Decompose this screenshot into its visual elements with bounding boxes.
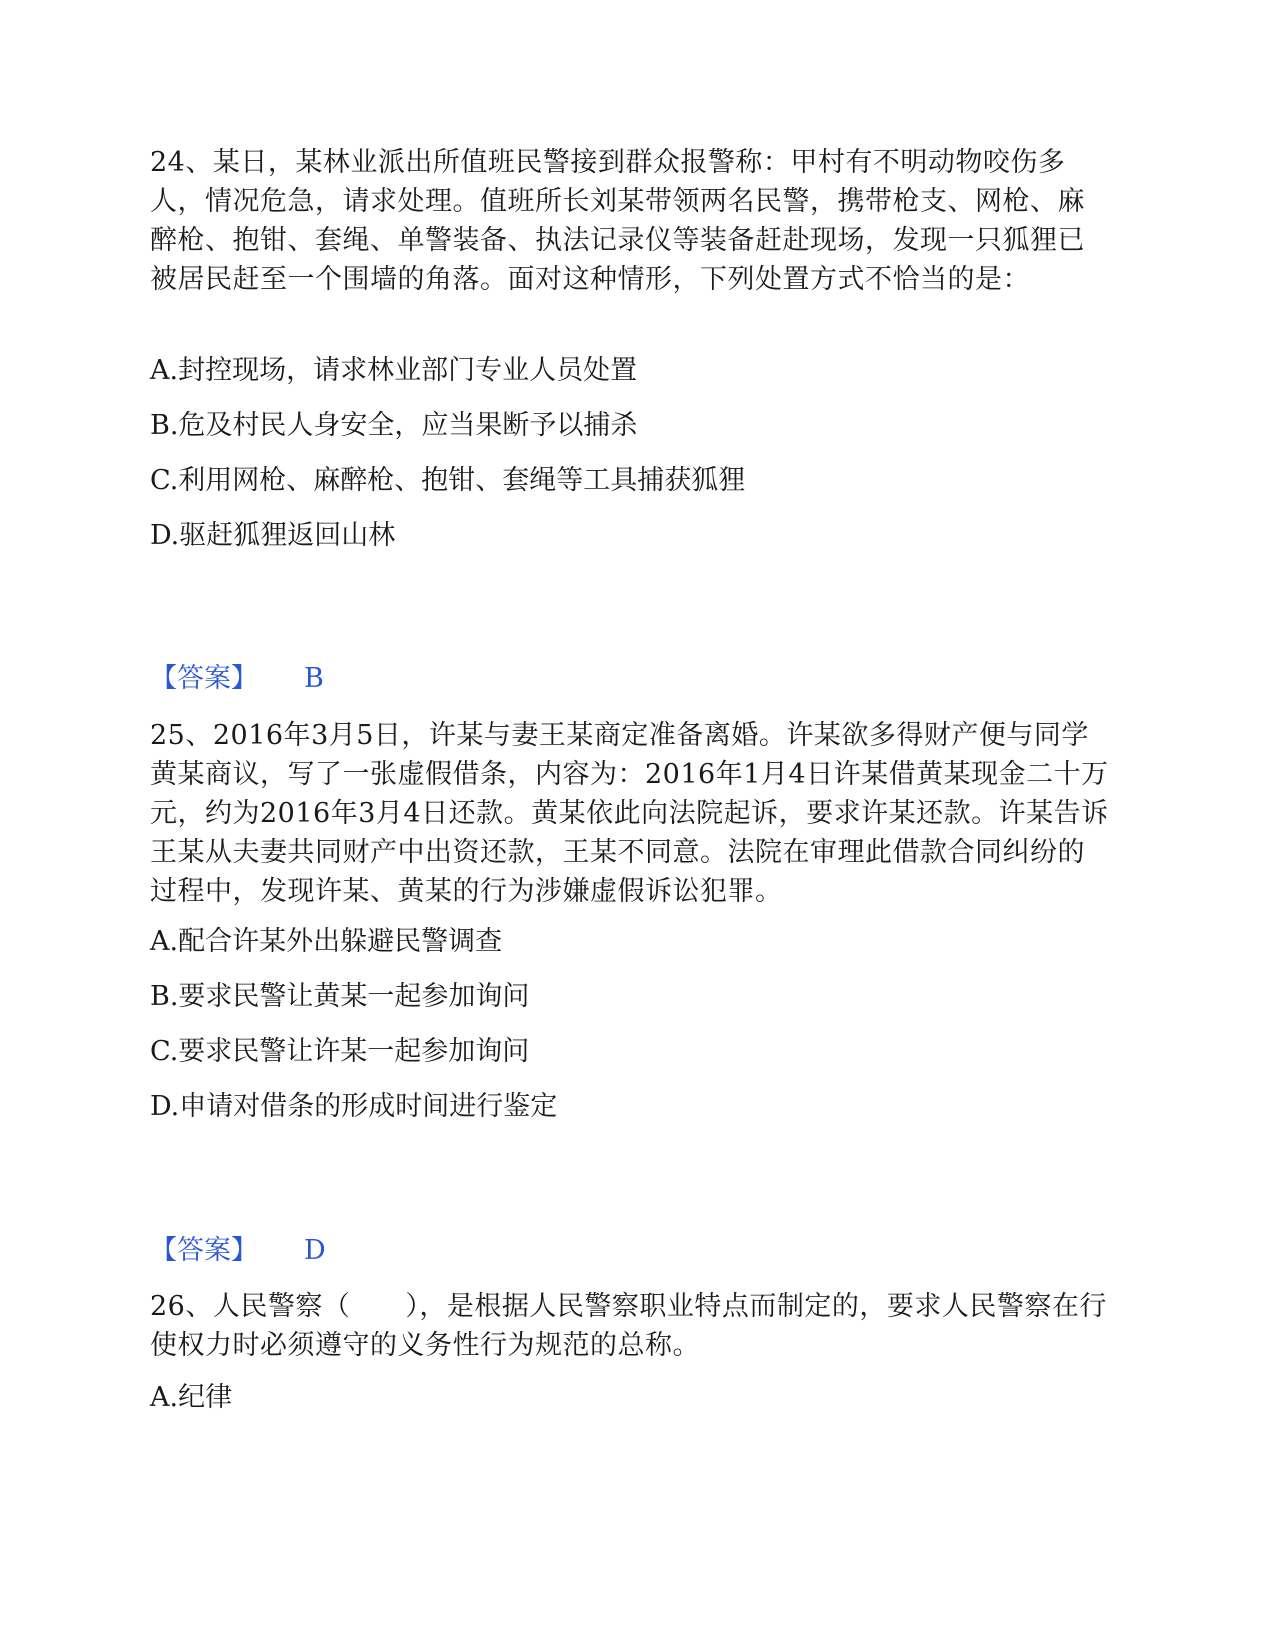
question-25-answer (150, 1233, 326, 1269)
question-25-option-d: D.申请对借条的形成时间进行鉴定 (150, 1091, 558, 1122)
question-24-option-d: D.驱赶狐狸返回山林 (150, 520, 396, 551)
question-24-option-c: C.利用网枪、麻醉枪、抱钳、套绳等工具捕获狐狸 (150, 465, 746, 496)
answer-label: 【答案】 (150, 663, 258, 694)
question-24-stem: 24、某日，某林业派出所值班民警接到群众报警称：甲村有不明动物咬伤多人，情况危急，请求处理。值班所长刘某带领两名民警，携带枪支、网枪、麻醉枪、抱钳、套绳、单警装备、执法记录仪等装备赶赴现场，发现一只狐狸已被居民赶至一个围墙的角落。面对这种情形，下列处置方式不恰当的是： (150, 147, 1085, 295)
question-25-stem: 25、2016年3月5日，许某与妻王某商定准备离婚。许某欲多得财产便与同学黄某商议，写了一张虚假借条，内容为：2016年1月4日许某借黄某现金二十万元，约为2016年3月4日还款。黄某依此向法院起诉，要求许某还款。许某告诉王某从夫妻共同财产中出资还款，王某不同意。法院在审理此借款合同纠纷的过程中，发现许某、黄某的行为涉嫌虚假诉讼犯罪。 (150, 720, 1109, 907)
answer-value: B (304, 663, 324, 694)
answer-value: D (304, 1235, 326, 1266)
question-24-option-a: A.封控现场，请求林业部门专业人员处置 (150, 355, 638, 386)
question-24-answer (150, 661, 324, 697)
document-page (150, 0, 1130, 1650)
answer-label: 【答案】 (150, 1235, 258, 1266)
question-25-option-c: C.要求民警让许某一起参加询问 (150, 1036, 530, 1067)
question-25-option-a: A.配合许某外出躲避民警调查 (150, 926, 503, 957)
question-26-option-a: A.纪律 (150, 1382, 233, 1413)
question-25-option-b: B.要求民警让黄某一起参加询问 (150, 981, 530, 1012)
question-24-option-b: B.危及村民人身安全，应当果断予以捕杀 (150, 410, 638, 441)
question-26-stem: 26、人民警察（ ），是根据人民警察职业特点而制定的，要求人民警察在行使权力时必须遵守的义务性行为规范的总称。 (150, 1291, 1107, 1361)
